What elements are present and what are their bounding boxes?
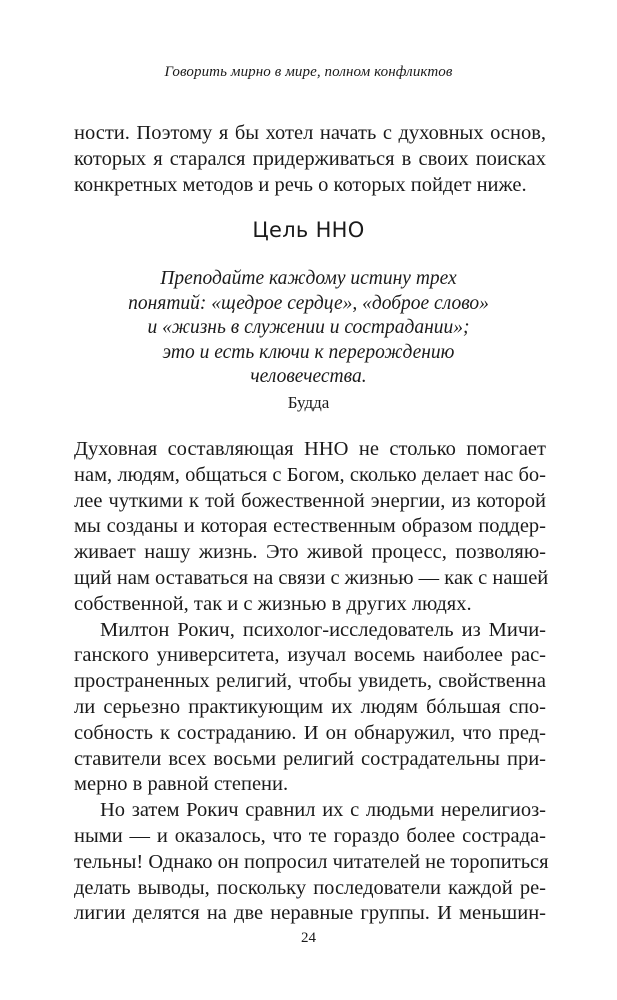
text-line: лигии делятся на две неравные группы. И меньшин- [74, 902, 546, 925]
intro-paragraph [74, 121, 546, 198]
epigraph-line: Преподайте каждому истину трех [160, 268, 457, 289]
text-line: ными — и оказалось, что те гораздо более сострада- [74, 824, 546, 847]
text-line: живает нашу жизнь. Это живой процесс, позволяю- [74, 541, 546, 564]
text-line: собственной, так и с жизнью в других людях. [74, 592, 472, 615]
epigraph-line: понятий: «щедрое сердце», «доброе слово» [128, 292, 489, 314]
text-line: Милтон Рокич, психолог-исследователь из Мичи- [100, 618, 546, 641]
text-line: пространенных религий, чтобы увидеть, свойственна [74, 670, 546, 693]
text-line: нам, людям, общаться с Богом, сколько делает нас бо- [74, 463, 546, 486]
epigraph-line: и «жизнь в служении и сострадании»; [147, 317, 470, 339]
epigraph-line: человечества. [250, 366, 367, 388]
page-number: 24 [301, 930, 316, 946]
text-line: мерно в равной степени. [74, 773, 289, 796]
text-line: ганского университета, изучал восемь наиболее рас- [74, 644, 546, 667]
text-line: которых я старался придерживаться в своих поисках [74, 147, 546, 170]
text-line: ли серьезно практикующим их людям бóльшая спо- [74, 695, 546, 718]
text-line: собность к состраданию. И он обнаружил, что пред- [74, 721, 546, 744]
text-line: конкретных методов и речь о которых пойдет ниже. [74, 173, 527, 196]
text-line: лее чуткими к той божественной энергии, из которой [74, 489, 546, 512]
text-line: тельны! Однако он попросил читателей не торопиться [74, 850, 549, 873]
running-head: Говорить мирно в мире, полном конфликтов [164, 64, 453, 80]
text-line: щий нам оставаться на связи с жизнью — как с нашей [74, 566, 549, 589]
epigraph [0, 267, 617, 390]
text-line: ставители всех восьми религий сострадательны при- [74, 747, 546, 770]
epigraph-attribution: Будда [287, 393, 330, 412]
epigraph-line: это и есть ключи к перерождению [162, 341, 455, 363]
text-line: мы созданы и которая естественным образом поддер- [74, 515, 546, 538]
text-line: Духовная составляющая ННО не столько помогает [74, 438, 546, 460]
text-line: Но затем Рокич сравнил их с людьми нерелигиоз- [100, 799, 546, 822]
text-line: делать выводы, поскольку последователи каждой ре- [74, 876, 546, 899]
section-heading: Цель ННО [252, 218, 365, 242]
body-text [74, 437, 549, 927]
text-line: ности. Поэтому я бы хотел начать с духовных основ, [74, 122, 546, 144]
